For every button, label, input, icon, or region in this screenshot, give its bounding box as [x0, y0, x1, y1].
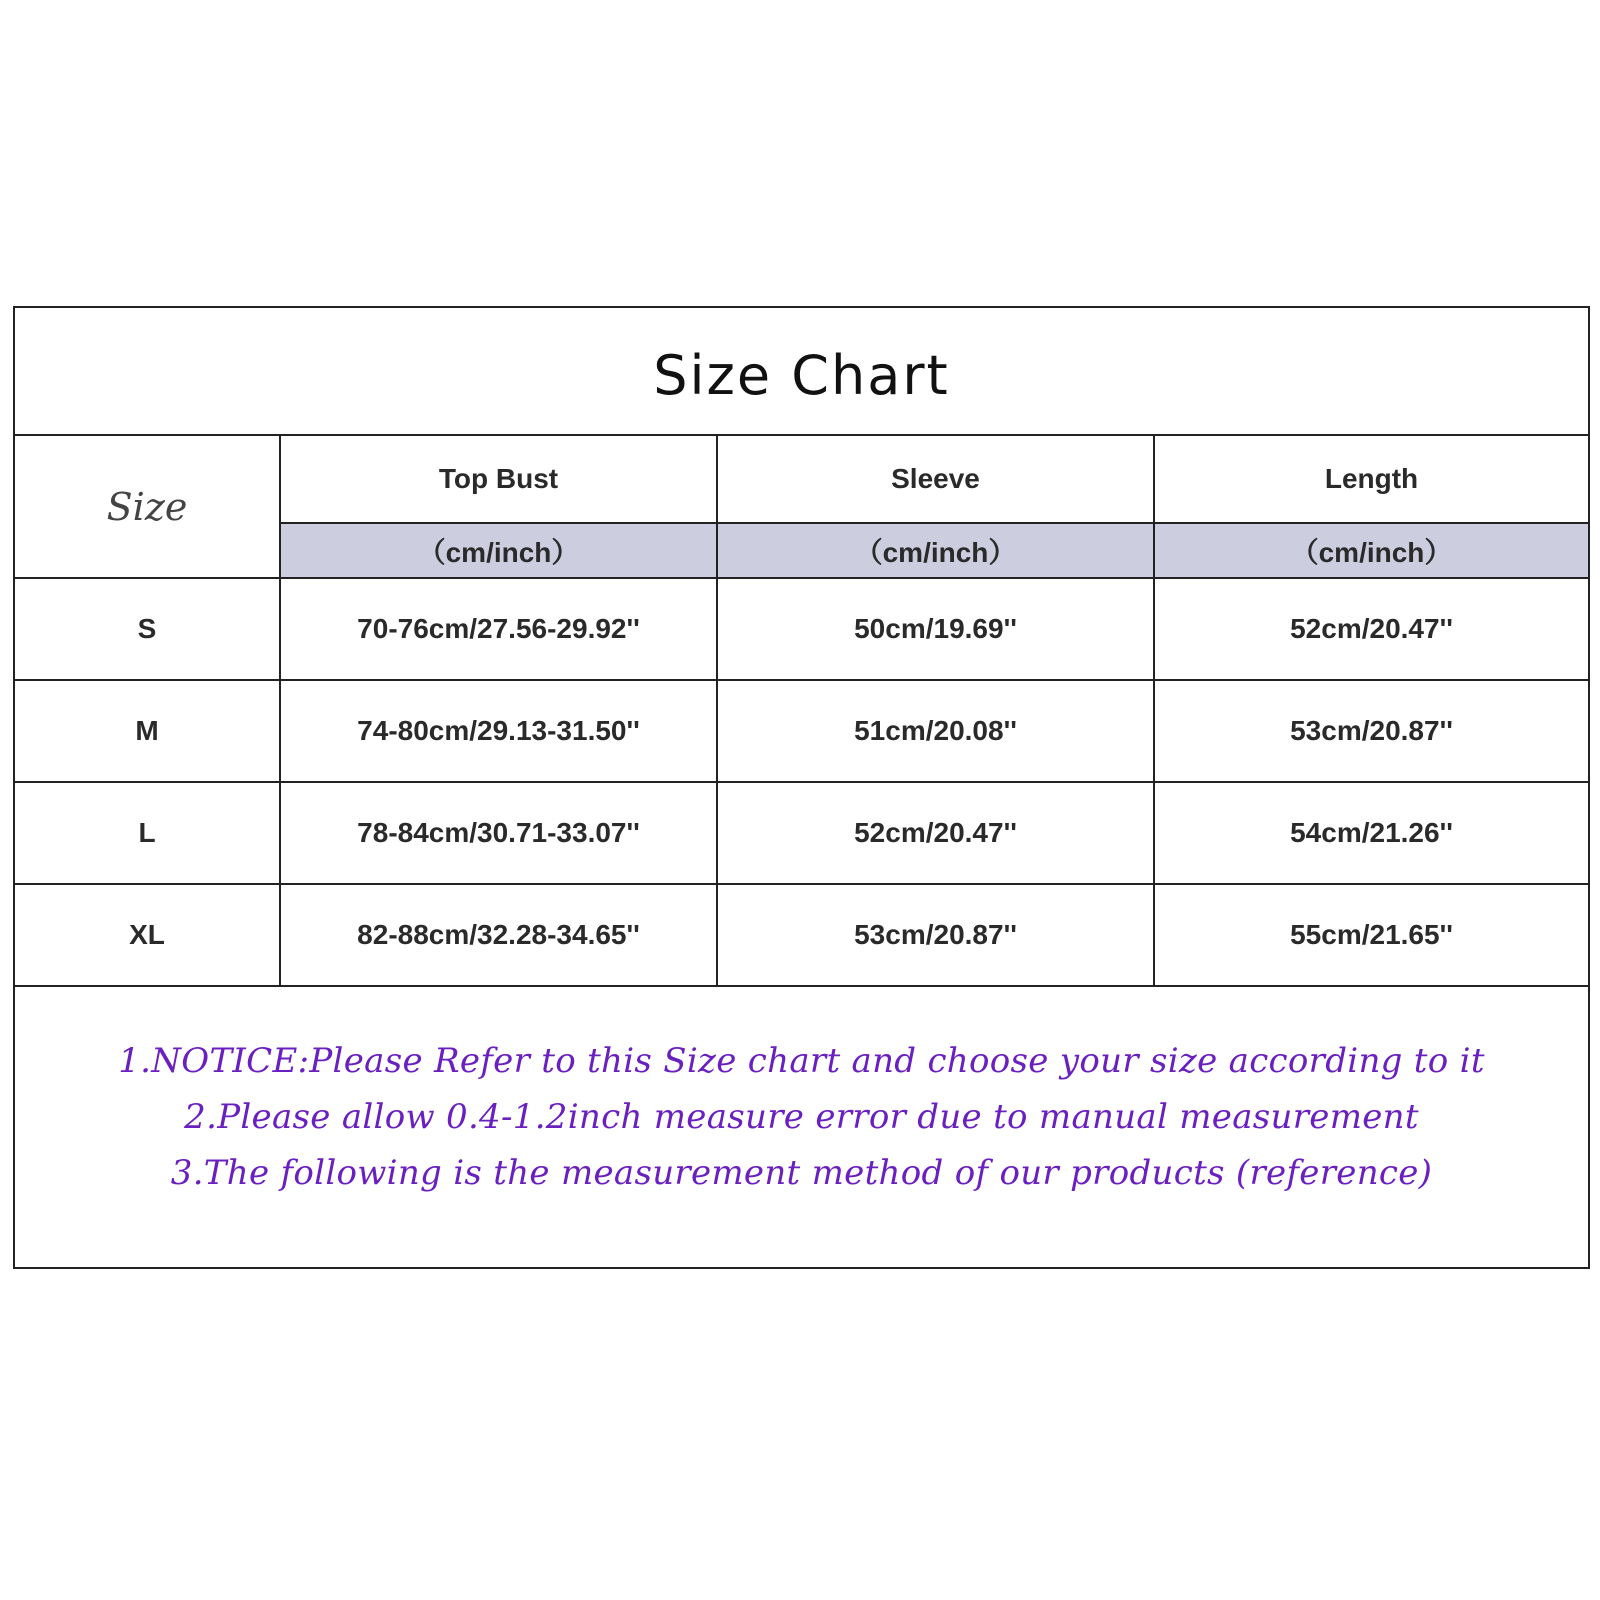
notes-section	[15, 987, 1588, 1267]
table-row	[15, 782, 1588, 884]
top-bust-header: Top Bust	[280, 436, 717, 523]
bust-cell: 82-88cm/32.28-34.65''	[280, 884, 717, 986]
bust-cell: 70-76cm/27.56-29.92''	[280, 578, 717, 680]
length-header: Length	[1154, 436, 1588, 523]
chart-title: Size Chart	[653, 343, 950, 407]
sleeve-cell: 50cm/19.69''	[717, 578, 1154, 680]
title-band	[15, 308, 1588, 436]
table-row	[15, 680, 1588, 782]
size-cell: M	[15, 680, 280, 782]
sleeve-cell: 52cm/20.47''	[717, 782, 1154, 884]
length-cell: 53cm/20.87''	[1154, 680, 1588, 782]
top-bust-unit: （cm/inch）	[280, 523, 717, 578]
length-cell: 55cm/21.65''	[1154, 884, 1588, 986]
length-cell: 52cm/20.47''	[1154, 578, 1588, 680]
table-row	[15, 884, 1588, 986]
sleeve-unit: （cm/inch）	[717, 523, 1154, 578]
length-unit: （cm/inch）	[1154, 523, 1588, 578]
bust-cell: 74-80cm/29.13-31.50''	[280, 680, 717, 782]
sleeve-cell: 51cm/20.08''	[717, 680, 1154, 782]
bust-cell: 78-84cm/30.71-33.07''	[280, 782, 717, 884]
size-cell: XL	[15, 884, 280, 986]
size-chart	[13, 306, 1590, 1269]
note-line-1: 1.NOTICE:Please Refer to this Size chart and choose your size according to it	[118, 1041, 1485, 1081]
sleeve-cell: 53cm/20.87''	[717, 884, 1154, 986]
size-table	[15, 436, 1588, 987]
table-row	[15, 578, 1588, 680]
size-column-header: Size	[15, 436, 280, 578]
length-cell: 54cm/21.26''	[1154, 782, 1588, 884]
size-cell: S	[15, 578, 280, 680]
size-cell: L	[15, 782, 280, 884]
sleeve-header: Sleeve	[717, 436, 1154, 523]
note-line-2: 2.Please allow 0.4-1.2inch measure error due to manual measurement	[184, 1097, 1419, 1137]
note-line-3: 3.The following is the measurement method of our products (reference)	[170, 1153, 1433, 1193]
header-row	[15, 436, 1588, 523]
